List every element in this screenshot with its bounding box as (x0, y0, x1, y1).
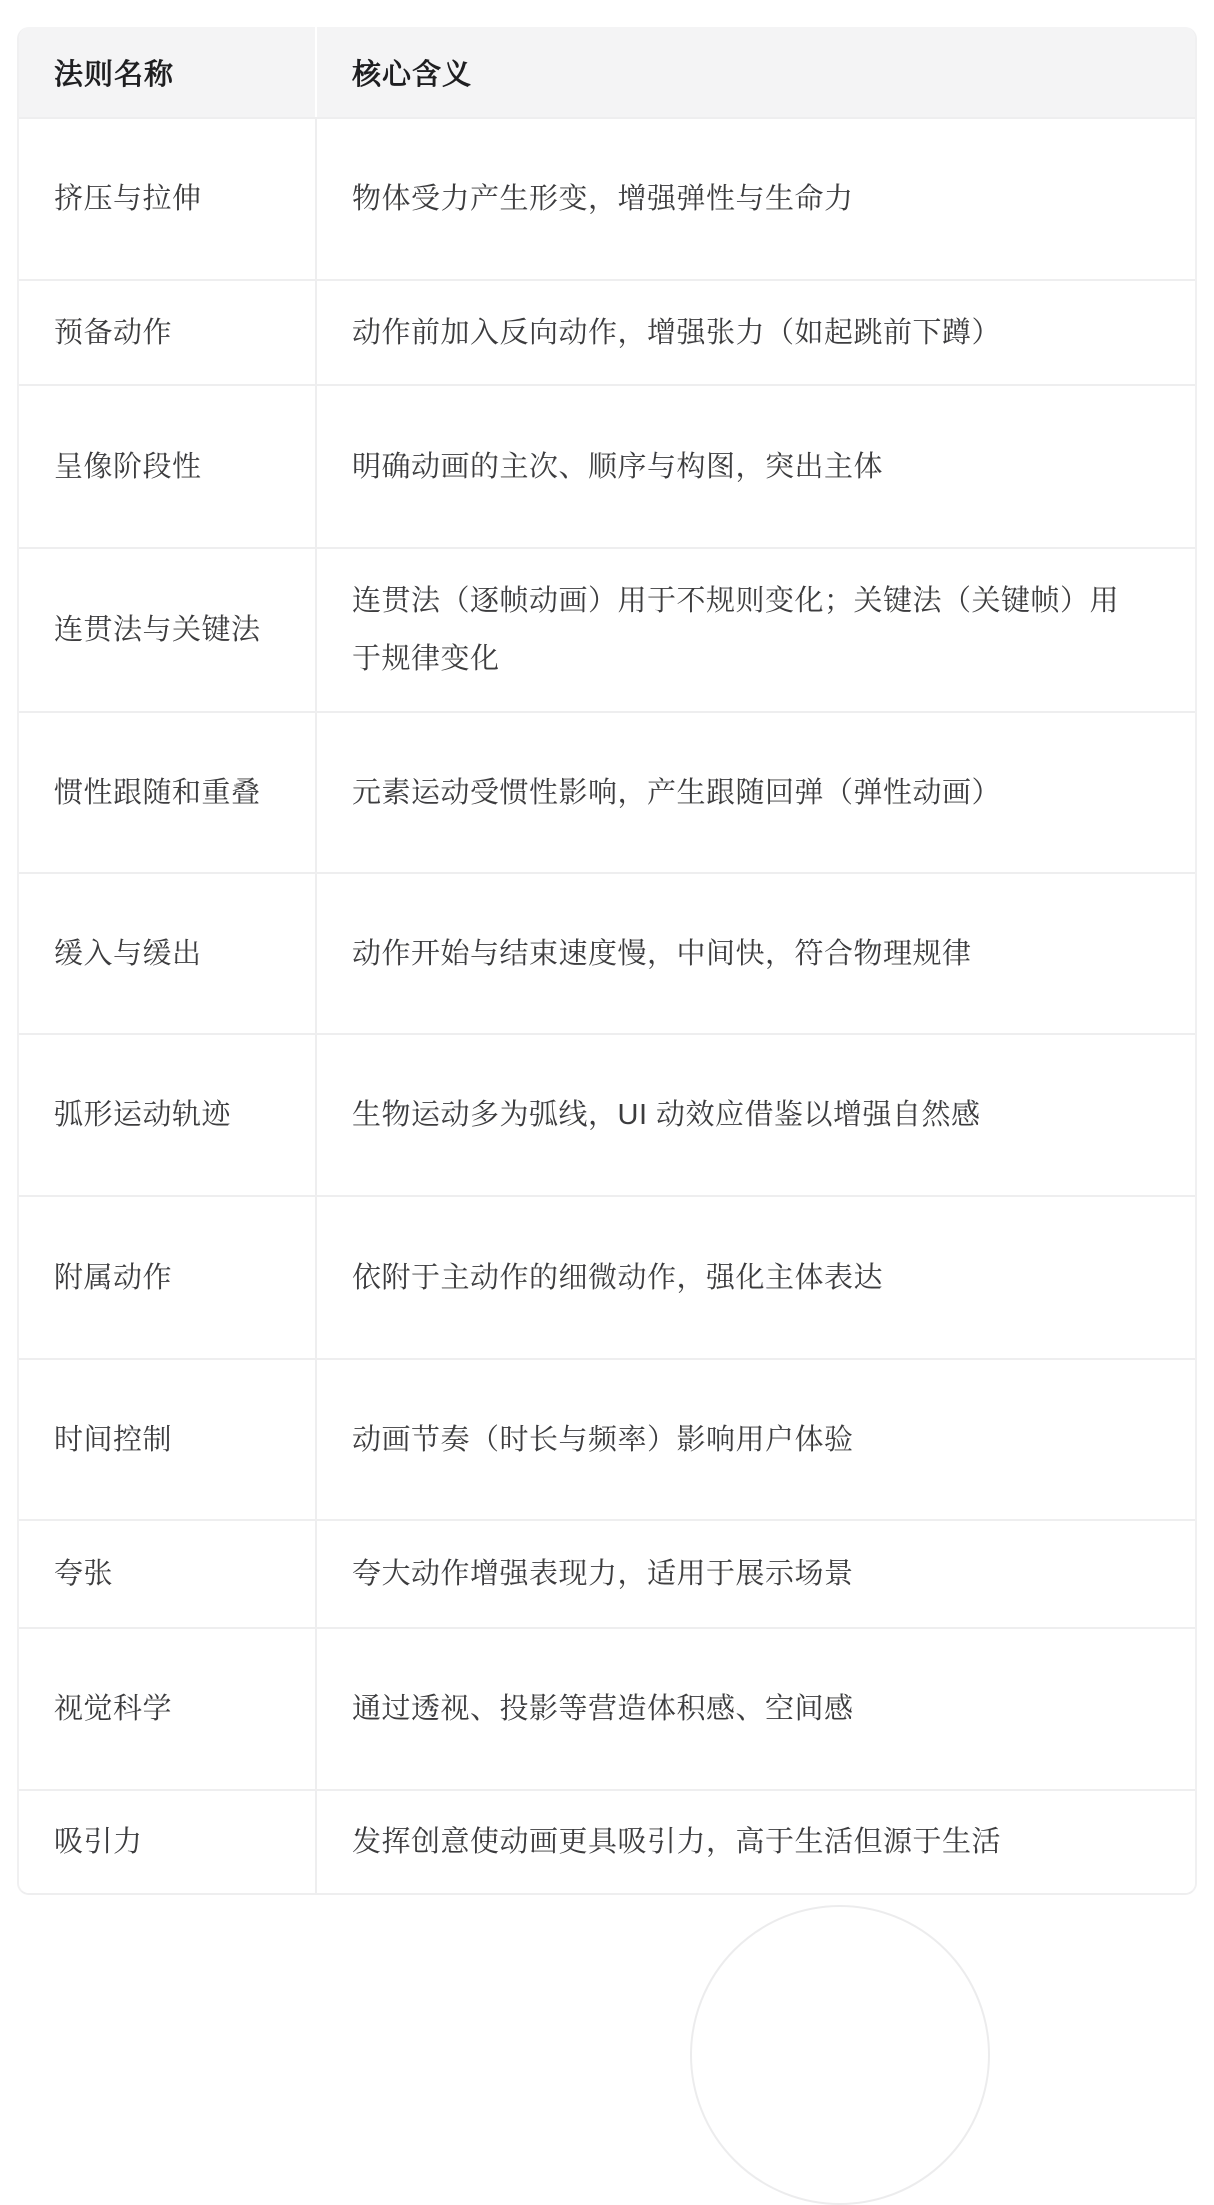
table-row (19, 1358, 1195, 1519)
law-name-cell: 附属动作 (19, 1197, 317, 1358)
law-meaning-cell: 依附于主动作的细微动作，强化主体表达 (352, 1261, 884, 1294)
table-row (19, 384, 1195, 547)
law-meaning-cell: 物体受力产生形变，增强弹性与生命力 (352, 183, 854, 215)
table-row (19, 872, 1195, 1033)
table-row (19, 711, 1195, 872)
table-header-core-meaning: 核心含义 (352, 58, 473, 91)
law-name-cell: 视觉科学 (19, 1629, 317, 1789)
law-name-cell: 预备动作 (19, 281, 317, 384)
law-name-cell: 夸张 (19, 1521, 317, 1627)
table-row (19, 1627, 1195, 1789)
law-meaning-cell: 生物运动多为弧线，UI 动效应借鉴以增强自然感 (352, 1099, 981, 1131)
law-name-cell: 时间控制 (19, 1360, 317, 1519)
table-row (19, 1519, 1195, 1627)
table-header-row (19, 27, 1195, 117)
law-name-cell: 弧形运动轨迹 (19, 1035, 317, 1195)
table-row (19, 1195, 1195, 1358)
table-row (19, 1789, 1195, 1893)
law-name-cell: 吸引力 (19, 1791, 317, 1893)
law-name-cell: 缓入与缓出 (19, 874, 317, 1033)
law-meaning-cell: 连贯法（逐帧动画）用于不规则变化；关键法（关键帧）用于规律变化 (352, 585, 1120, 675)
law-meaning-cell: 动作前加入反向动作，增强张力（如起跳前下蹲） (352, 316, 1002, 349)
law-meaning-cell: 发挥创意使动画更具吸引力，高于生活但源于生活 (352, 1826, 1002, 1858)
law-name-cell: 连贯法与关键法 (19, 549, 317, 711)
law-meaning-cell: 夸大动作增强表现力，适用于展示场景 (352, 1558, 854, 1590)
law-meaning-cell: 动画节奏（时长与频率）影响用户体验 (352, 1423, 854, 1456)
law-meaning-cell: 明确动画的主次、顺序与构图，突出主体 (352, 450, 884, 483)
law-name-cell: 惯性跟随和重叠 (19, 713, 317, 872)
table-row (19, 279, 1195, 384)
table-row (19, 1033, 1195, 1195)
law-name-cell: 呈像阶段性 (19, 386, 317, 547)
law-meaning-cell: 元素运动受惯性影响，产生跟随回弹（弹性动画） (352, 776, 1002, 809)
animation-principles-table (17, 27, 1197, 1895)
scroll-down-button-partial[interactable] (690, 1905, 990, 2205)
law-name-cell: 挤压与拉伸 (19, 119, 317, 279)
law-meaning-cell: 动作开始与结束速度慢，中间快，符合物理规律 (352, 937, 972, 970)
table-header-law-name: 法则名称 (19, 27, 317, 117)
law-meaning-cell: 通过透视、投影等营造体积感、空间感 (352, 1693, 854, 1725)
table-row (19, 117, 1195, 279)
table-row (19, 547, 1195, 711)
